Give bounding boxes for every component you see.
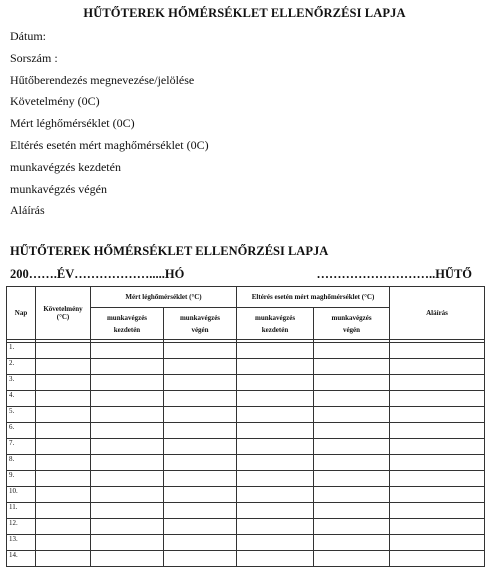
table-row bbox=[7, 455, 485, 471]
table-row bbox=[7, 375, 485, 391]
entry-cell[interactable] bbox=[390, 343, 485, 359]
table-title: HŰTŐTEREK HŐMÉRSÉKLET ELLENŐRZÉSI LAPJA bbox=[10, 244, 329, 258]
header-kovetelmeny-label: Követelmény bbox=[43, 305, 83, 313]
header-group-elteres: Eltérés esetén mért maghőmérséklet (°C) bbox=[237, 287, 390, 308]
entry-cell[interactable] bbox=[390, 487, 485, 503]
header-elteres-kezdeten-l2: kezdetén bbox=[261, 325, 289, 334]
table-row bbox=[7, 439, 485, 455]
date-line-refrigerator: ………………………..HŰTŐ bbox=[316, 267, 472, 281]
entry-cell[interactable] bbox=[314, 343, 390, 359]
table-row bbox=[7, 423, 485, 439]
entry-cell[interactable] bbox=[36, 503, 91, 519]
entry-cell[interactable] bbox=[314, 551, 390, 567]
temperature-log-table bbox=[6, 286, 485, 567]
header-elteres-vegen-l2: végén bbox=[342, 325, 361, 334]
entry-cell[interactable] bbox=[164, 471, 237, 487]
entry-cell[interactable] bbox=[314, 455, 390, 471]
entry-cell[interactable] bbox=[237, 375, 314, 391]
header-mert-vegen-l1: munkavégzés bbox=[179, 313, 221, 322]
day-number: 7. bbox=[7, 439, 36, 455]
field-mert-leghomerseklet: Mért léghőmérséklet (0C) bbox=[10, 116, 135, 131]
header-mert-vegen-l2: végén bbox=[191, 325, 209, 334]
field-elteres-maghomerseklet: Eltérés esetén mért maghőmérséklet (0C) bbox=[10, 137, 209, 152]
field-hutoberendezes: Hűtőberendezés megnevezése/jelölése bbox=[10, 72, 195, 87]
header-mert-kezdeten bbox=[91, 308, 164, 340]
entry-cell[interactable] bbox=[36, 439, 91, 455]
entry-cell[interactable] bbox=[314, 503, 390, 519]
field-munkavegzes-vegen: munkavégzés végén bbox=[10, 181, 107, 196]
header-nap: Nap bbox=[7, 287, 36, 340]
entry-cell[interactable] bbox=[237, 423, 314, 439]
entry-cell[interactable] bbox=[237, 519, 314, 535]
entry-cell[interactable] bbox=[91, 487, 164, 503]
field-alairas: Aláírás bbox=[10, 203, 45, 218]
day-number: 4. bbox=[7, 391, 36, 407]
date-line-year-month: 200…….ÉV……………….....HÓ bbox=[10, 267, 185, 281]
header-elteres-kezdeten-l1: munkavégzés bbox=[254, 313, 296, 322]
entry-cell[interactable] bbox=[164, 343, 237, 359]
entry-cell[interactable] bbox=[36, 423, 91, 439]
entry-cell[interactable] bbox=[314, 439, 390, 455]
entry-cell[interactable] bbox=[164, 423, 237, 439]
entry-cell[interactable] bbox=[36, 375, 91, 391]
entry-cell[interactable] bbox=[237, 471, 314, 487]
entry-cell[interactable] bbox=[36, 455, 91, 471]
header-elteres-kezdeten bbox=[237, 308, 314, 340]
entry-cell[interactable] bbox=[390, 503, 485, 519]
entry-cell[interactable] bbox=[36, 551, 91, 567]
entry-cell[interactable] bbox=[36, 391, 91, 407]
entry-cell[interactable] bbox=[314, 519, 390, 535]
entry-cell[interactable] bbox=[314, 535, 390, 551]
day-number: 8. bbox=[7, 455, 36, 471]
entry-cell[interactable] bbox=[314, 471, 390, 487]
entry-cell[interactable] bbox=[390, 551, 485, 567]
table-row bbox=[7, 551, 485, 567]
entry-cell[interactable] bbox=[36, 519, 91, 535]
entry-cell[interactable] bbox=[314, 487, 390, 503]
entry-cell[interactable] bbox=[237, 343, 314, 359]
entry-cell[interactable] bbox=[164, 551, 237, 567]
table-row bbox=[7, 343, 485, 359]
entry-cell[interactable] bbox=[164, 503, 237, 519]
entry-cell[interactable] bbox=[36, 535, 91, 551]
entry-cell[interactable] bbox=[390, 391, 485, 407]
form-title: HŰTŐTEREK HŐMÉRSÉKLET ELLENŐRZÉSI LAPJA bbox=[83, 6, 406, 20]
entry-cell[interactable] bbox=[237, 359, 314, 375]
table-row bbox=[7, 487, 485, 503]
entry-cell[interactable] bbox=[390, 519, 485, 535]
day-number: 1. bbox=[7, 343, 36, 359]
table-row bbox=[7, 391, 485, 407]
entry-cell[interactable] bbox=[164, 359, 237, 375]
field-sorszam: Sorszám : bbox=[10, 50, 58, 65]
header-kovetelmeny bbox=[36, 287, 91, 340]
entry-cell[interactable] bbox=[237, 391, 314, 407]
entry-cell[interactable] bbox=[91, 423, 164, 439]
table-row bbox=[7, 407, 485, 423]
entry-cell[interactable] bbox=[390, 375, 485, 391]
header-elteres-vegen bbox=[314, 308, 390, 340]
day-number: 10. bbox=[7, 487, 36, 503]
entry-cell[interactable] bbox=[91, 551, 164, 567]
entry-cell[interactable] bbox=[91, 375, 164, 391]
entry-cell[interactable] bbox=[237, 455, 314, 471]
entry-cell[interactable] bbox=[237, 407, 314, 423]
table-row bbox=[7, 359, 485, 375]
day-number: 2. bbox=[7, 359, 36, 375]
table-row bbox=[7, 471, 485, 487]
entry-cell[interactable] bbox=[390, 359, 485, 375]
header-mert-vegen bbox=[164, 308, 237, 340]
day-number: 9. bbox=[7, 471, 36, 487]
entry-cell[interactable] bbox=[91, 503, 164, 519]
entry-cell[interactable] bbox=[164, 375, 237, 391]
entry-cell[interactable] bbox=[314, 407, 390, 423]
table-row bbox=[7, 535, 485, 551]
entry-cell[interactable] bbox=[390, 407, 485, 423]
day-number: 14. bbox=[7, 551, 36, 567]
entry-cell[interactable] bbox=[91, 407, 164, 423]
entry-cell[interactable] bbox=[91, 439, 164, 455]
entry-cell[interactable] bbox=[164, 455, 237, 471]
entry-cell[interactable] bbox=[164, 535, 237, 551]
day-number: 13. bbox=[7, 535, 36, 551]
entry-cell[interactable] bbox=[390, 439, 485, 455]
entry-cell[interactable] bbox=[91, 471, 164, 487]
entry-cell[interactable] bbox=[164, 519, 237, 535]
entry-cell[interactable] bbox=[164, 407, 237, 423]
field-munkavegzes-kezdeten: munkavégzés kezdetén bbox=[10, 159, 121, 174]
entry-cell[interactable] bbox=[91, 391, 164, 407]
day-number: 11. bbox=[7, 503, 36, 519]
entry-cell[interactable] bbox=[164, 391, 237, 407]
day-number: 3. bbox=[7, 375, 36, 391]
entry-cell[interactable] bbox=[237, 551, 314, 567]
entry-cell[interactable] bbox=[390, 471, 485, 487]
entry-cell[interactable] bbox=[237, 487, 314, 503]
entry-cell[interactable] bbox=[314, 391, 390, 407]
entry-cell[interactable] bbox=[164, 439, 237, 455]
entry-cell[interactable] bbox=[314, 423, 390, 439]
entry-cell[interactable] bbox=[390, 455, 485, 471]
header-group-mert: Mért léghőmérséklet (°C) bbox=[91, 287, 237, 308]
day-number: 12. bbox=[7, 519, 36, 535]
entry-cell[interactable] bbox=[314, 375, 390, 391]
header-mert-kezdeten-l1: munkavégzés bbox=[106, 313, 148, 322]
entry-cell[interactable] bbox=[390, 535, 485, 551]
entry-cell[interactable] bbox=[36, 407, 91, 423]
date-line bbox=[10, 267, 472, 282]
entry-cell[interactable] bbox=[390, 423, 485, 439]
entry-cell[interactable] bbox=[91, 343, 164, 359]
entry-cell[interactable] bbox=[36, 487, 91, 503]
day-number: 6. bbox=[7, 423, 36, 439]
entry-cell[interactable] bbox=[91, 455, 164, 471]
entry-cell[interactable] bbox=[164, 487, 237, 503]
entry-cell[interactable] bbox=[314, 359, 390, 375]
field-kovetelmeny: Követelmény (0C) bbox=[10, 94, 100, 109]
entry-cell[interactable] bbox=[237, 503, 314, 519]
entry-cell[interactable] bbox=[36, 343, 91, 359]
field-datum: Dátum: bbox=[10, 29, 46, 43]
form-fields bbox=[10, 27, 209, 223]
header-mert-kezdeten-l2: kezdetén bbox=[113, 325, 141, 334]
table-body bbox=[7, 340, 485, 567]
table-row bbox=[7, 519, 485, 535]
entry-cell[interactable] bbox=[36, 359, 91, 375]
day-number: 5. bbox=[7, 407, 36, 423]
entry-cell[interactable] bbox=[36, 471, 91, 487]
entry-cell[interactable] bbox=[91, 519, 164, 535]
entry-cell[interactable] bbox=[91, 535, 164, 551]
table-row bbox=[7, 503, 485, 519]
header-kovetelmeny-unit: (°C) bbox=[56, 313, 70, 321]
entry-cell[interactable] bbox=[237, 535, 314, 551]
entry-cell[interactable] bbox=[91, 359, 164, 375]
header-elteres-vegen-l1: munkavégzés bbox=[331, 313, 372, 322]
header-alairas: Aláírás bbox=[390, 287, 485, 340]
entry-cell[interactable] bbox=[237, 439, 314, 455]
